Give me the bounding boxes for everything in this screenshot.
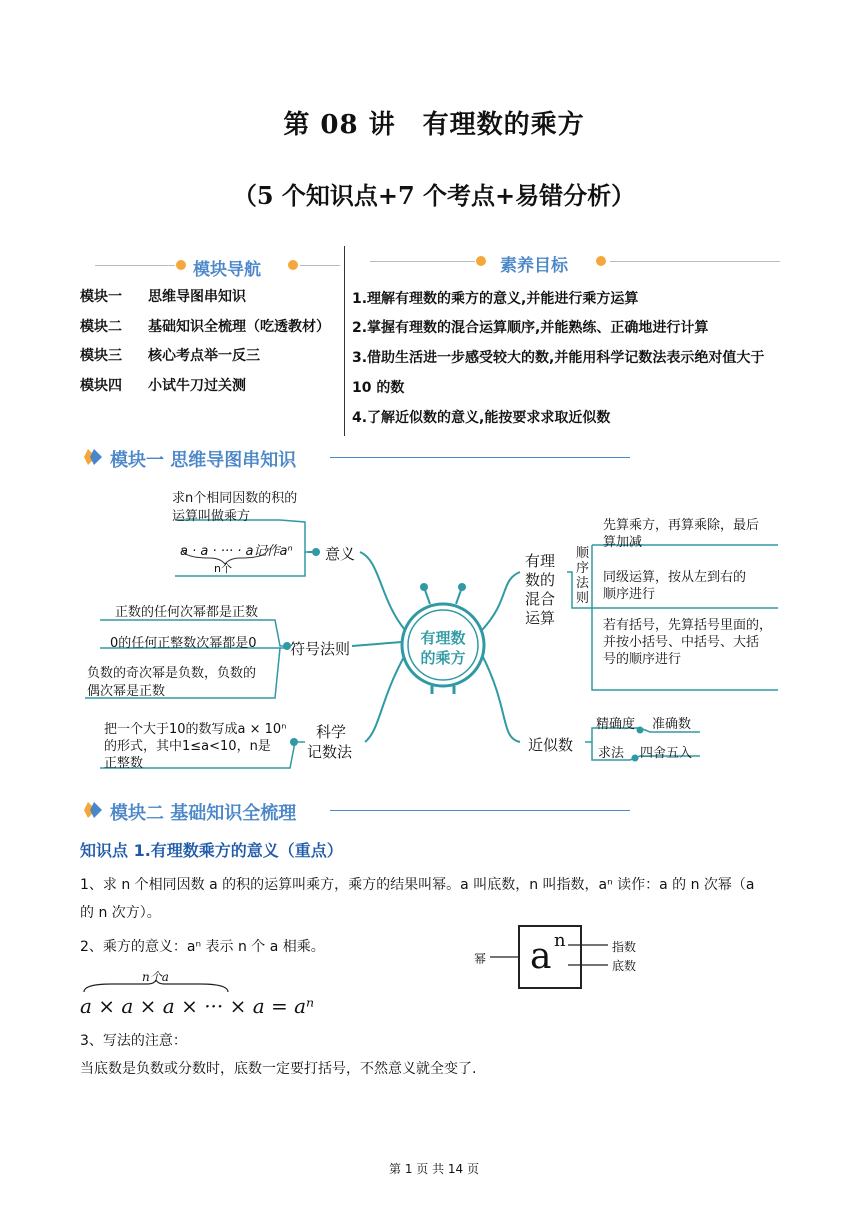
kp1-title: 知识点 1.有理数乘方的意义（重点） xyxy=(80,841,343,860)
module2-heading: 模块二 基础知识全梳理 xyxy=(110,803,297,824)
kp1-para-1b: 的 n 次方）。 xyxy=(80,905,161,921)
nav-heading: 模块导航 xyxy=(193,260,261,280)
mixed-rule-2a: 同级运算，按从左到右的 xyxy=(603,570,747,585)
goal-2: 2.掌握有理数的混合运算顺序,并能熟练、正确地进行计算 xyxy=(352,320,709,336)
formula-brace-label: n个a xyxy=(142,970,169,984)
sign-rule-1: 正数的任何次幂都是正数 xyxy=(115,605,259,620)
dot-icon xyxy=(176,260,186,270)
sign-rule-3b: 偶次幂是正数 xyxy=(87,684,166,699)
column-divider xyxy=(344,246,345,436)
nav-item-3[interactable]: 模块三 核心考点举一反三 xyxy=(80,348,260,364)
sci-line-2: 的形式，其中1≤a<10，n是 xyxy=(104,739,271,754)
power-lines xyxy=(490,938,615,968)
node-order-rules: 顺 序 法 则 xyxy=(576,546,590,606)
sci-line-3: 正整数 xyxy=(104,756,144,771)
node-sign-rules: 符号法则 xyxy=(290,640,351,658)
mixed-rule-3b: 并按小括号、中括号、大括 xyxy=(603,635,760,650)
nav-divider-left xyxy=(95,265,175,266)
dot-icon xyxy=(596,256,606,266)
approx-a2: 准确数 xyxy=(652,717,692,732)
page-title: 第 08 讲 有理数的乘方 xyxy=(283,110,585,140)
nav-item-2[interactable]: 模块二 基础知识全梳理（吃透教材） xyxy=(80,319,330,335)
goal-4: 4.了解近似数的意义,能按要求求取近似数 xyxy=(352,410,611,426)
node-mixed: 有理 数的 混合 运算 xyxy=(525,552,556,627)
goal-3: 3.借助生活进一步感受较大的数,并能用科学记数法表示绝对值大于 10 的数 xyxy=(352,350,779,396)
formula-brace xyxy=(82,980,230,994)
node-meaning: 意义 xyxy=(325,545,356,563)
page-footer: 第 1 页 共 14 页 xyxy=(389,1162,479,1176)
kp1-para-4: 当底数是负数或分数时，底数一定要打括号，不然意义就全变了. xyxy=(80,1061,477,1077)
mixed-rule-3a: 若有括号，先算括号里面的， xyxy=(603,618,773,633)
mindmap-center: 有理数 的乘方 xyxy=(420,629,466,667)
nav-item-4[interactable]: 模块四 小试牛刀过关测 xyxy=(80,378,246,394)
goals-divider-right xyxy=(610,261,780,262)
kp1-para-2: 2、乘方的意义：aⁿ 表示 n 个 a 相乘。 xyxy=(80,939,325,955)
sci-line-1: 把一个大于10的数写成a × 10ⁿ xyxy=(104,722,287,737)
formula: a × a × a × ··· × a = aⁿ xyxy=(80,994,315,1018)
meaning-def-1: 求n个相同因数的积的 xyxy=(172,491,298,506)
mixed-rule-1a: 先算乘方，再算乘除，最后 xyxy=(603,518,760,533)
power-exponent: n xyxy=(554,930,566,951)
sign-rule-3a: 负数的奇次幂是负数，负数的 xyxy=(87,666,257,681)
power-label-left: 幂 xyxy=(474,952,487,966)
module1-rule xyxy=(330,457,630,458)
dot-icon xyxy=(288,260,298,270)
sign-rule-2: 0的任何正整数次幂都是0 xyxy=(110,636,257,651)
approx-a1: 精确度 xyxy=(596,717,636,732)
goals-heading: 素养目标 xyxy=(500,256,568,276)
kp1-para-1a: 1、求 n 个相同因数 a 的积的运算叫乘方，乘方的结果叫幂。a 叫底数，n 叫指数，aⁿ 读作：a 的 n 次幂（a xyxy=(80,877,755,893)
meaning-expr: a · a · ··· · a记作aⁿ xyxy=(180,544,293,559)
nav-divider-right xyxy=(300,265,340,266)
mixed-rule-2b: 顺序进行 xyxy=(603,587,656,602)
module1-heading: 模块一 思维导图串知识 xyxy=(110,450,297,471)
node-approx: 近似数 xyxy=(528,736,574,754)
goal-1: 1.理解有理数的乘方的意义,并能进行乘方运算 xyxy=(352,291,639,307)
power-label-base: 底数 xyxy=(612,959,637,973)
page-subtitle: （5 个知识点+7 个考点+易错分析） xyxy=(232,181,636,210)
power-base: a xyxy=(530,936,552,977)
diamond-arrow-icon xyxy=(82,447,104,467)
nav-item-1[interactable]: 模块一 思维导图串知识 xyxy=(80,289,246,305)
module2-rule xyxy=(330,810,630,811)
diamond-arrow-icon xyxy=(82,800,104,820)
node-sci-1: 科学 xyxy=(316,723,347,741)
mixed-rule-3c: 号的顺序进行 xyxy=(603,652,682,667)
kp1-para-3: 3、写法的注意： xyxy=(80,1033,187,1049)
meaning-def-2: 运算叫做乘方 xyxy=(172,509,251,524)
approx-b1: 求法 xyxy=(598,746,625,761)
approx-b2: 四舍五入 xyxy=(640,746,693,761)
power-label-exp: 指数 xyxy=(612,940,637,954)
node-sci-2: 记数法 xyxy=(307,743,353,761)
dot-icon xyxy=(476,256,486,266)
meaning-brace-label: n个 xyxy=(214,562,232,575)
mixed-rule-1b: 算加减 xyxy=(603,535,643,550)
goals-divider-left xyxy=(370,261,475,262)
